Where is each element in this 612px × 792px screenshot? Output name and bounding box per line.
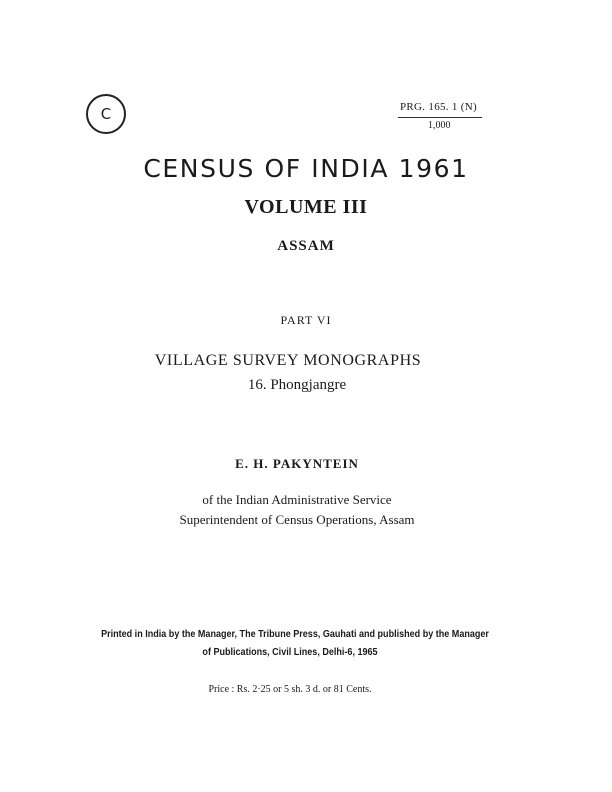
state-title: ASSAM — [277, 238, 335, 254]
reference-quantity: 1,000 — [428, 120, 451, 131]
imprint-line-1: Printed in India by the Manager, The Tribune Press, Gauhati and published by the Manager — [101, 628, 489, 640]
copyright-letter: C — [100, 105, 112, 123]
reference-divider — [398, 117, 482, 118]
author-name: E. H. PAKYNTEIN — [235, 456, 359, 471]
author-service: of the Indian Administrative Service — [202, 492, 392, 507]
series-title: VILLAGE SURVEY MONOGRAPHS — [154, 352, 422, 369]
author-role: Superintendent of Census Operations, Assam — [179, 512, 415, 527]
copyright-circle-icon — [86, 94, 126, 134]
volume-title: VOLUME III — [244, 196, 368, 218]
page-title: CENSUS OF INDIA 1961 — [143, 154, 469, 183]
reference-code: PRG. 165. 1 (N) — [400, 101, 477, 113]
imprint-line-2: of Publications, Civil Lines, Delhi-6, 1965 — [202, 646, 378, 658]
part-title: PART VI — [280, 313, 332, 327]
price-line: Price : Rs. 2·25 or 5 sh. 3 d. or 81 Cents. — [208, 684, 372, 695]
village-title: 16. Phongjangre — [247, 377, 347, 393]
